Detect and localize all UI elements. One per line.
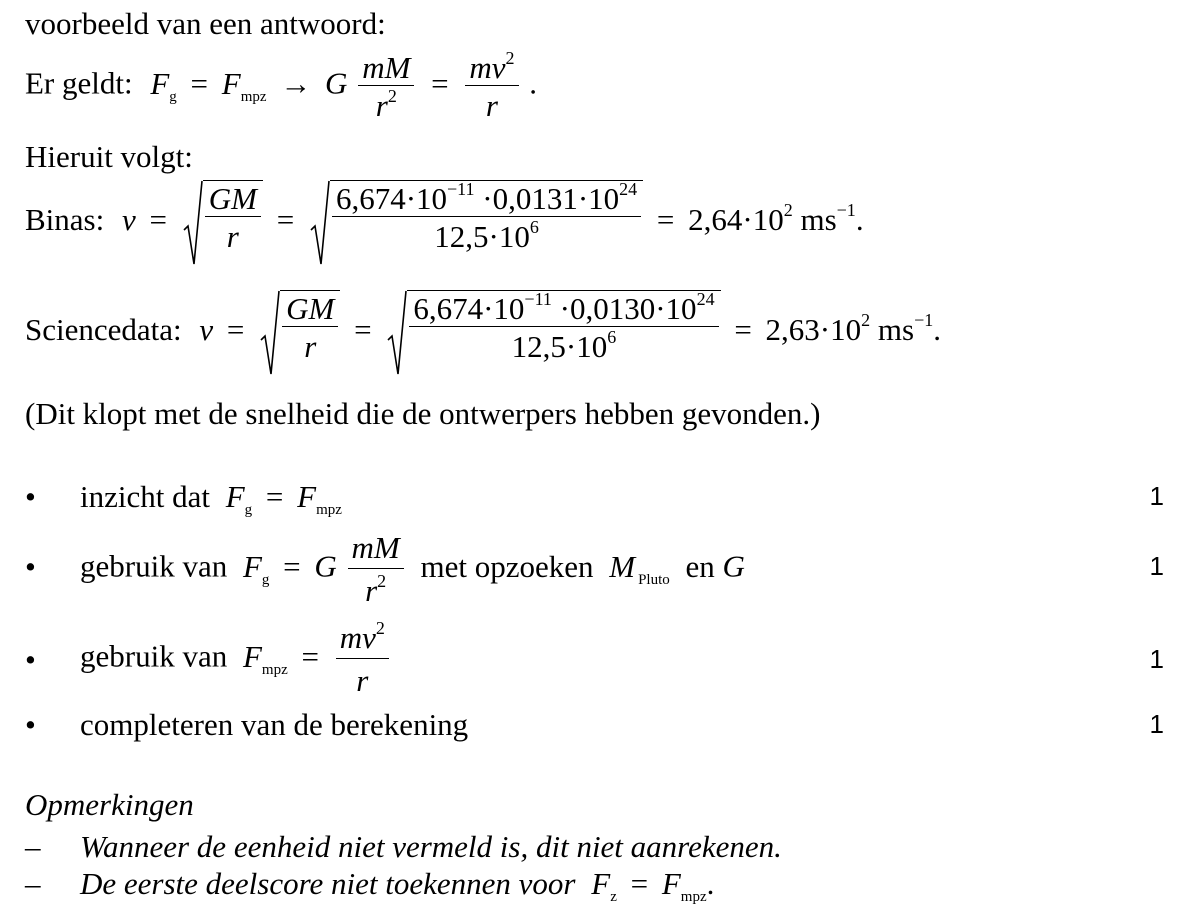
remarks-heading: Opmerkingen [25,787,194,822]
binas-result: $2,64\cdot 10^2$ $ms^{-1}$. [688,200,864,238]
criterion-1-text: inzicht dat $F_g = F_{mpz}$ [80,479,342,518]
intro-line: voorbeeld van een antwoord: [25,6,386,41]
equation-gravity-centripetal: Er geldt: $F_g = F_{mpz} \to G$ $\frac{mM}{r^2}$ = $\frac{mv^2}{r}$ . [25,48,538,123]
remark-1: – Wanneer de eenheid niet vermeld is, dit niet aanrekenen. [25,829,782,864]
binas-sqrt-GM-r: $\frac{GM}{r}$ [183,180,263,266]
sciencedata-result: $2,63\cdot 10^2$ $ms^{-1}$. [765,310,941,348]
eq1-F-g: $F_g$ [150,65,177,105]
equation-sciencedata: Sciencedata: v = $\frac{GM}{r}$ = $\frac{6,674\cdot 10^{-11} \cdot 0,0130\cdot 10^{24}}{12,5\cdot 10^6}$ = $2,63\cdot 10^2$ $ms^{-1}$. [25,290,941,376]
criterion-1: • inzicht dat $F_g = F_{mpz}$ 1 [25,479,1164,518]
binas-prefix: Binas: [25,202,105,238]
criterion-2-text: gebruik van $F_g = G$ $\frac{mM}{r^2}$ met opzoeken M $_{Pluto}$ en G [80,530,745,608]
eq1-F-mpz: $F_{mpz}$ [221,65,267,105]
criterion-2: • gebruik van $F_g = G$ $\frac{mM}{r^2}$ met opzoeken M $_{Pluto}$ en G 1 [25,530,1164,608]
remark-1-text: Wanneer de eenheid niet vermeld is, dit niet aanrekenen. [80,829,782,864]
note-line: (Dit klopt met de snelheid die de ontwerpers hebben gevonden.) [25,396,821,431]
eq1-prefix: Er geldt: [25,65,133,101]
criterion-1-score: 1 [1149,481,1164,511]
eq1-G: G [325,65,348,101]
criterion-4-score: 1 [1149,709,1164,739]
criterion-2-score: 1 [1149,551,1164,581]
criterion-4: • completeren van de berekening 1 [25,707,1164,742]
criterion-3-score: 1 [1149,644,1164,674]
eq1-fraction-mM-r2: $\frac{mM}{r^2}$ [358,52,414,121]
sciencedata-sqrt-numeric: $\frac{6,674\cdot 10^{-11} \cdot 0,0130\cdot 10^{24}}{12,5\cdot 10^6}$ [387,290,720,376]
sciencedata-sqrt-GM-r: $\frac{GM}{r}$ [260,290,340,376]
hieruit-line: Hieruit volgt: [25,139,193,174]
remark-2-text: De eerste deelscore niet toekennen voor $F_z = F_{mpz}$. [80,866,715,905]
criterion-3: • gebruik van $F_{mpz}$ = $\frac{mv^2}{r}$ 1 [25,618,1164,698]
equation-binas: Binas: v = $\frac{GM}{r}$ = $\frac{6,674\cdot 10^{-11} \cdot 0,0131\cdot 10^{24}}{12,5\cdot 10^6}$ = $2,64\cdot 10^2$ $ms^{-1}$. [25,180,864,266]
binas-sqrt-numeric: $\frac{6,674\cdot 10^{-11} \cdot 0,0131\cdot 10^{24}}{12,5\cdot 10^6}$ [310,180,643,266]
criterion-4-text: completeren van de berekening [80,707,469,742]
eq1-fraction-mv2-r: $\frac{mv^2}{r}$ [465,52,518,121]
sciencedata-prefix: Sciencedata: [25,312,182,348]
remark-2: – De eerste deelscore niet toekennen voor $F_z = F_{mpz}$. [25,866,715,905]
criterion-3-text: gebruik van $F_{mpz}$ = $\frac{mv^2}{r}$ [80,620,392,699]
